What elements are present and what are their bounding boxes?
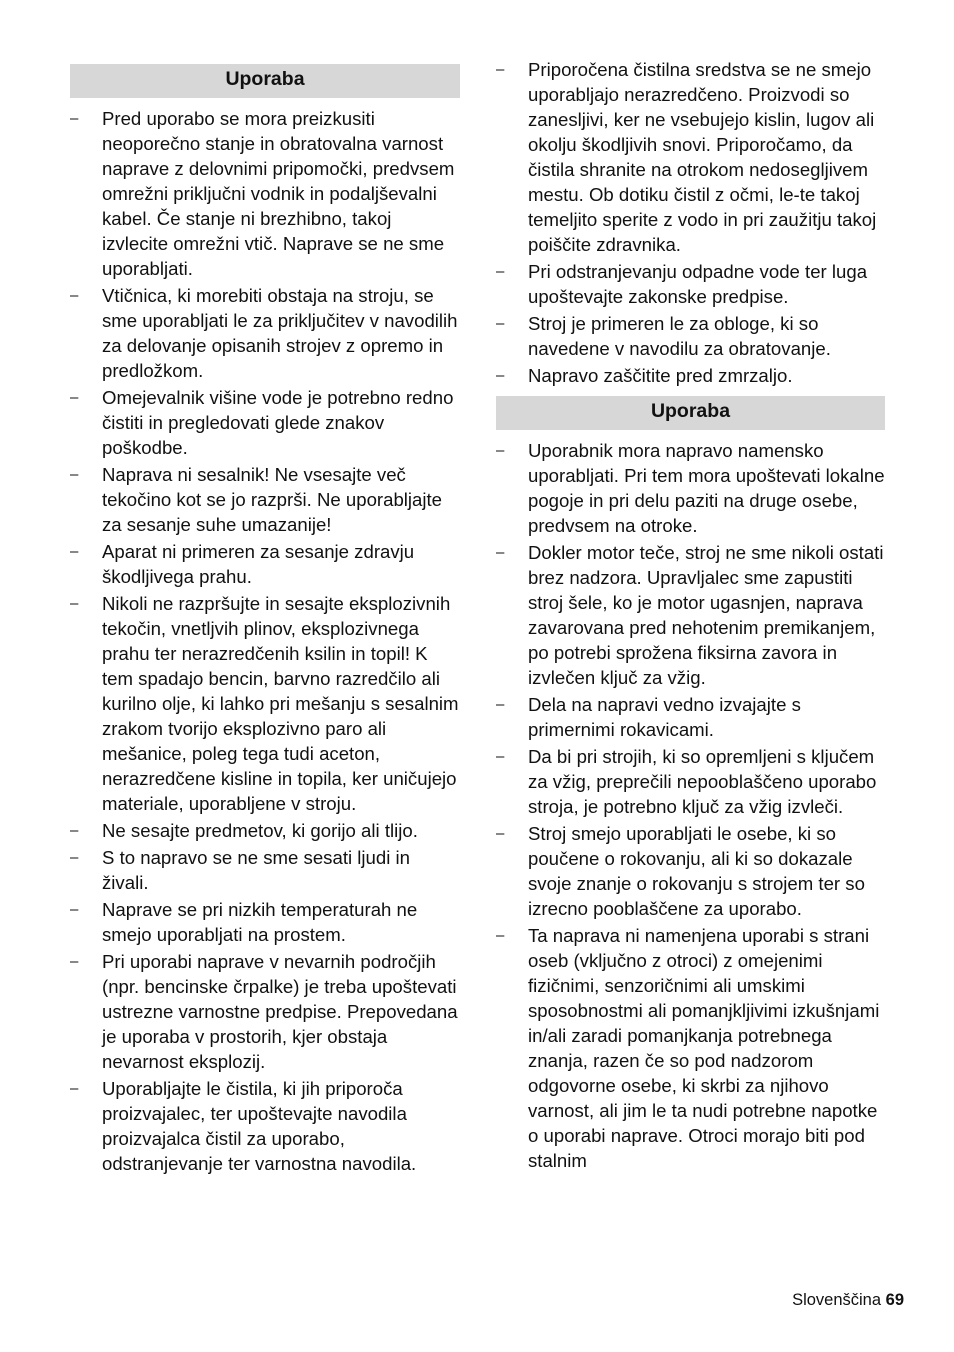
left-column xyxy=(70,64,460,1178)
page-number: 69 xyxy=(885,1291,904,1309)
list-item: – Naprave se pri nizkih temperaturah ne smejo uporabljati na prostem. xyxy=(70,897,460,947)
list-item: – Da bi pri strojih, ki so opremljeni s ključem za vžig, preprečili nepooblaščeno uporabo stroja, je potrebno ključ za vžig izvleči. xyxy=(496,744,885,819)
left-bullet-list xyxy=(70,106,460,1176)
list-item: – Stroj smejo uporabljati le osebe, ki so poučene o rokovanju, ali ki so dokazale svoje znanje o rokovanju s strojem ter so izrecno pooblaščene za uporabo. xyxy=(496,821,885,921)
right-bullet-list-top xyxy=(496,57,885,388)
list-item: – Naprava ni sesalnik! Ne vsesajte več tekočino kot se jo razprši. Ne uporabljajte za sesanje suhe umazanije! xyxy=(70,462,460,537)
list-item: – Dokler motor teče, stroj ne sme nikoli ostati brez nadzora. Upravljalec sme zapustiti stroj šele, ko je motor ugasnjen, naprava zavarovana pred nehotenim premikanjem, po potrebi sprožena fiksirna zavora in izvlečen ključ za vžig. xyxy=(496,540,885,690)
right-column xyxy=(496,57,885,1175)
section-heading-uporaba: Uporaba xyxy=(70,64,460,98)
list-item: – Omejevalnik višine vode je potrebno redno čistiti in pregledovati glede znakov poškodbe. xyxy=(70,385,460,460)
list-item: – Stroj je primeren le za obloge, ki so navedene v navodilu za obratovanje. xyxy=(496,311,885,361)
list-item: – Nikoli ne razpršujte in sesajte eksplozivnih tekočin, vnetljvih plinov, eksplozivnega prahu ter nerazredčenih ksilin in topil! K tem spadajo bencin, barvno razredčilo ali kurilno olje, ki lahko pri mešanju s sesalnim zrakom tvorijo eksplozivno paro ali mešanice, poleg tega tudi aceton, nerazredčene kisline in topila, ker uničujejo materiale, uporabljene v stroju. xyxy=(70,591,460,816)
list-item: – Napravo zaščitite pred zmrzaljo. xyxy=(496,363,885,388)
list-item: – Ne sesajte predmetov, ki gorijo ali tlijo. xyxy=(70,818,460,843)
list-item: – Pri uporabi naprave v nevarnih področjih (npr. bencinske črpalke) je treba upoštevati ustrezne varnostne predpise. Prepovedana je uporaba v prostorih, kjer obstaja nevarnost eksplozij. xyxy=(70,949,460,1074)
list-item: – Aparat ni primeren za sesanje zdravju škodljivega prahu. xyxy=(70,539,460,589)
page-footer xyxy=(792,1289,904,1311)
list-item: – S to napravo se ne sme sesati ljudi in živali. xyxy=(70,845,460,895)
list-item: – Dela na napravi vedno izvajajte s primernimi rokavicami. xyxy=(496,692,885,742)
list-item: – Priporočena čistilna sredstva se ne smejo uporabljajo nerazredčeno. Proizvodi so zanesljivi, ker ne vsebujejo kislin, lugov ali okolju škodljivih snovi. Priporočamo, da čistila shranite na otrokom nedosegljivem mestu. Ob dotiku čistil z očmi, le-te takoj temeljito sperite z vodo in pri zaužitju takoj poiščite zdravnika. xyxy=(496,57,885,257)
list-item: – Pred uporabo se mora preizkusiti neoporečno stanje in obratovalna varnost naprave z delovnimi pripomočki, predvsem omrežni priključni vodnik in podaljševalni kabel. Če stanje ni brezhibno, takoj izvlecite omrežni vtič. Naprave se ne sme uporabljati. xyxy=(70,106,460,281)
footer-language: Slovenščina xyxy=(792,1291,882,1309)
list-item: – Uporabljajte le čistila, ki jih priporoča proizvajalec, ter upoštevajte navodila proizvajalca čistil za uporabo, odstranjevanje ter varnostna navodila. xyxy=(70,1076,460,1176)
section-heading-uporaba-2: Uporaba xyxy=(496,396,885,430)
list-item: – Uporabnik mora napravo namensko uporabljati. Pri tem mora upoštevati lokalne pogoje in pri delu paziti na druge osebe, predvsem na otroke. xyxy=(496,438,885,538)
list-item: – Vtičnica, ki morebiti obstaja na stroju, se sme uporabljati le za priključitev v navodilih za delovanje opisanih strojev z opremo in predložkom. xyxy=(70,283,460,383)
list-item: – Pri odstranjevanju odpadne vode ter luga upoštevajte zakonske predpise. xyxy=(496,259,885,309)
list-item: – Ta naprava ni namenjena uporabi s strani oseb (vključno z otroci) z omejenimi fizičnimi, senzoričnimi ali umskimi sposobnostmi ali pomanjkljivimi izkušnjami in/ali zaradi pomanjkanja potrebnega znanja, razen če so pod nadzorom odgovorne osebe, ki skrbi za njihovo varnost, ali jim le ta nudi potrebne napotke o uporabi naprave. Otroci morajo biti pod stalnim xyxy=(496,923,885,1173)
right-bullet-list-bottom xyxy=(496,438,885,1173)
